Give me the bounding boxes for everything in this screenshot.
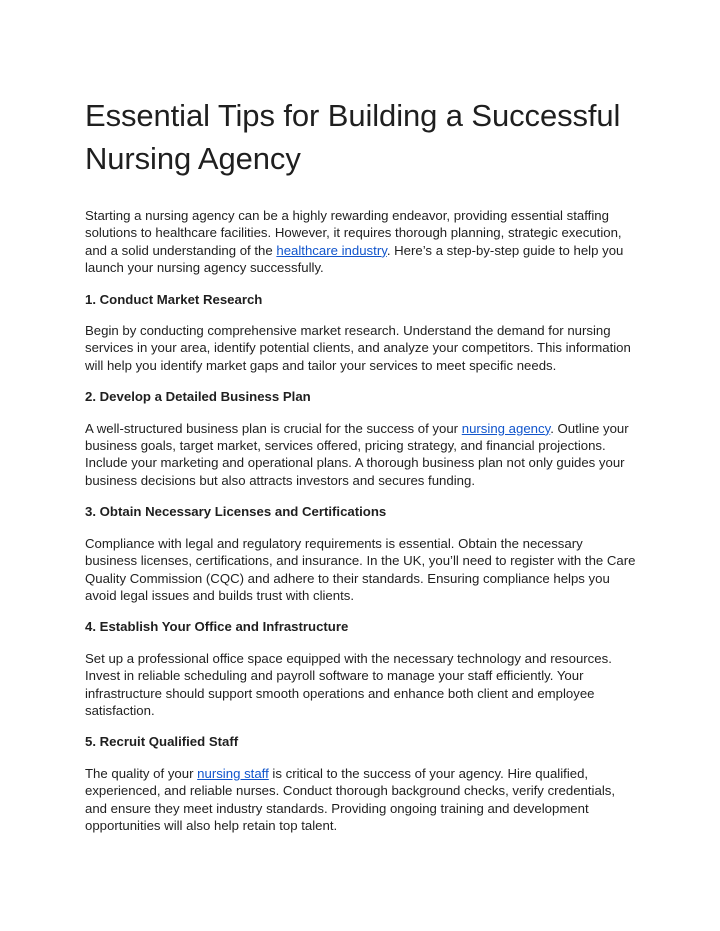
section-text-before: The quality of your	[85, 765, 198, 781]
section-heading: 1. Conduct Market Research	[85, 291, 263, 307]
section-paragraph	[85, 765, 637, 835]
section-paragraph	[85, 420, 637, 490]
nursing-agency-link[interactable]: nursing agency	[461, 420, 551, 436]
section-text-before: A well-structured business plan is crucial for the success of your	[85, 420, 462, 436]
intro-text-after: . Here’s a step-by-step guide to help you launch your nursing agency successfully.	[85, 242, 624, 276]
nursing-staff-link[interactable]: nursing staff	[197, 765, 269, 781]
section-licenses	[85, 503, 637, 604]
section-heading: 2. Develop a Detailed Business Plan	[85, 389, 311, 405]
section-text: Set up a professional office space equipped with the necessary technology and resources. Invest in reliable scheduling and payroll software to manage your staff efficiently. Your infrastructure should support smooth operations and enhance both client and employee satisfaction.	[85, 650, 612, 718]
document-title: Essential Tips for Building a Successful Nursing Agency	[85, 98, 621, 176]
section-text-after: . Outline your business goals, target market, services offered, pricing strategy, and financial projections. Include your marketing and operational plans. A thorough business plan not only guides your business decisions but also attracts investors and secures funding.	[85, 420, 629, 488]
intro-paragraph	[85, 207, 637, 277]
section-paragraph	[85, 535, 637, 605]
section-business-plan	[85, 388, 637, 489]
section-text-after: is critical to the success of your agency. Hire qualified, experienced, and reliable nurses. Conduct thorough background checks, verify credentials, and ensure they meet industry standards. Providing ongoing training and development opportunities will also help retain top talent.	[85, 765, 616, 833]
section-text: Compliance with legal and regulatory requirements is essential. Obtain the necessary business licenses, certifications, and insurance. In the UK, you’ll need to register with the Care Quality Commission (CQC) and adhere to their standards. Ensuring compliance helps you avoid legal issues and builds trust with clients.	[85, 535, 636, 603]
section-recruit-staff	[85, 733, 637, 834]
section-heading: 5. Recruit Qualified Staff	[85, 734, 239, 750]
section-heading: 3. Obtain Necessary Licenses and Certifications	[85, 504, 387, 520]
healthcare-industry-link[interactable]: healthcare industry	[276, 242, 387, 258]
section-paragraph	[85, 650, 637, 720]
section-heading: 4. Establish Your Office and Infrastructure	[85, 619, 349, 635]
section-office	[85, 618, 637, 719]
section-market-research	[85, 291, 637, 375]
section-text: Begin by conducting comprehensive market research. Understand the demand for nursing services in your area, identify potential clients, and analyze your competitors. This information will help you identify market gaps and tailor your services to meet specific needs.	[85, 323, 631, 373]
intro-text-before: Starting a nursing agency can be a highly rewarding endeavor, providing essential staffing solutions to healthcare facilities. However, it requires thorough planning, strategic execution, and a solid understanding of the	[85, 208, 622, 258]
document-page	[85, 94, 637, 834]
section-paragraph	[85, 322, 637, 374]
